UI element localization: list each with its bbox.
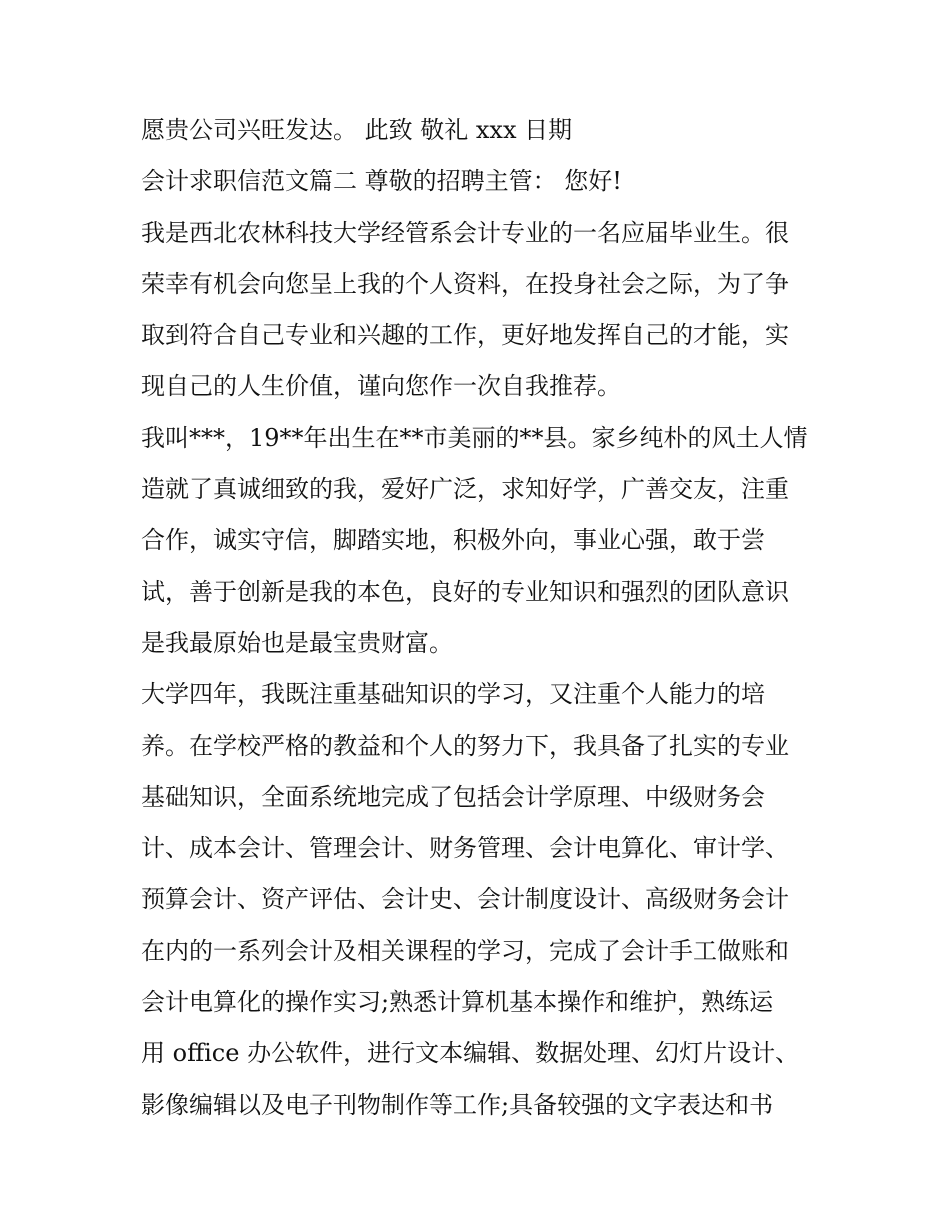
text-line: 我是西北农林科技大学经管系会计专业的一名应届毕业生。很 bbox=[141, 218, 789, 247]
text-line: 造就了真诚细致的我，爱好广泛，求知好学，广善交友，注重 bbox=[141, 475, 789, 504]
text-line: 荣幸有机会向您呈上我的个人资料，在投身社会之际，为了争 bbox=[141, 269, 789, 298]
text-line: 在内的一系列会计及相关课程的学习，完成了会计手工做账和 bbox=[141, 936, 789, 965]
text-line: 大学四年，我既注重基础知识的学习，又注重个人能力的培 bbox=[141, 680, 765, 709]
text-line: 现自己的人生价值，谨向您作一次自我推荐。 bbox=[141, 372, 621, 401]
text-line: 基础知识，全面系统地完成了包括会计学原理、中级财务会 bbox=[141, 782, 765, 811]
text-line: 预算会计、资产评估、会计史、会计制度设计、高级财务会计 bbox=[141, 885, 789, 914]
text-line: 我叫***，19**年出生在**市美丽的**县。家乡纯朴的风土人情 bbox=[141, 423, 808, 452]
text-line: 合作，诚实守信，脚踏实地，积极外向，事业心强，敢于尝 bbox=[141, 526, 765, 555]
text-line: 养。在学校严格的教益和个人的努力下，我具备了扎实的专业 bbox=[141, 731, 789, 760]
text-line: 取到符合自己专业和兴趣的工作，更好地发挥自己的才能，实 bbox=[141, 321, 789, 350]
text-line: 影像编辑以及电子刊物制作等工作;具备较强的文字表达和书 bbox=[141, 1090, 774, 1119]
text-line: 会计电算化的操作实习;熟悉计算机基本操作和维护，熟练运 bbox=[141, 988, 774, 1017]
text-line: 用 office 办公软件，进行文本编辑、数据处理、幻灯片设计、 bbox=[141, 1039, 800, 1068]
text-line-heading: 会计求职信范文篇二 尊敬的招聘主管： 您好! bbox=[141, 167, 622, 196]
text-line-closing: 愿贵公司兴旺发达。 此致 敬礼 xxx 日期 bbox=[141, 116, 573, 144]
text-line: 试，善于创新是我的本色，良好的专业知识和强烈的团队意识 bbox=[141, 577, 789, 606]
text-line: 计、成本会计、管理会计、财务管理、会计电算化、审计学、 bbox=[141, 834, 789, 863]
text-line: 是我最原始也是最宝贵财富。 bbox=[141, 628, 453, 657]
document-body bbox=[141, 110, 821, 1136]
